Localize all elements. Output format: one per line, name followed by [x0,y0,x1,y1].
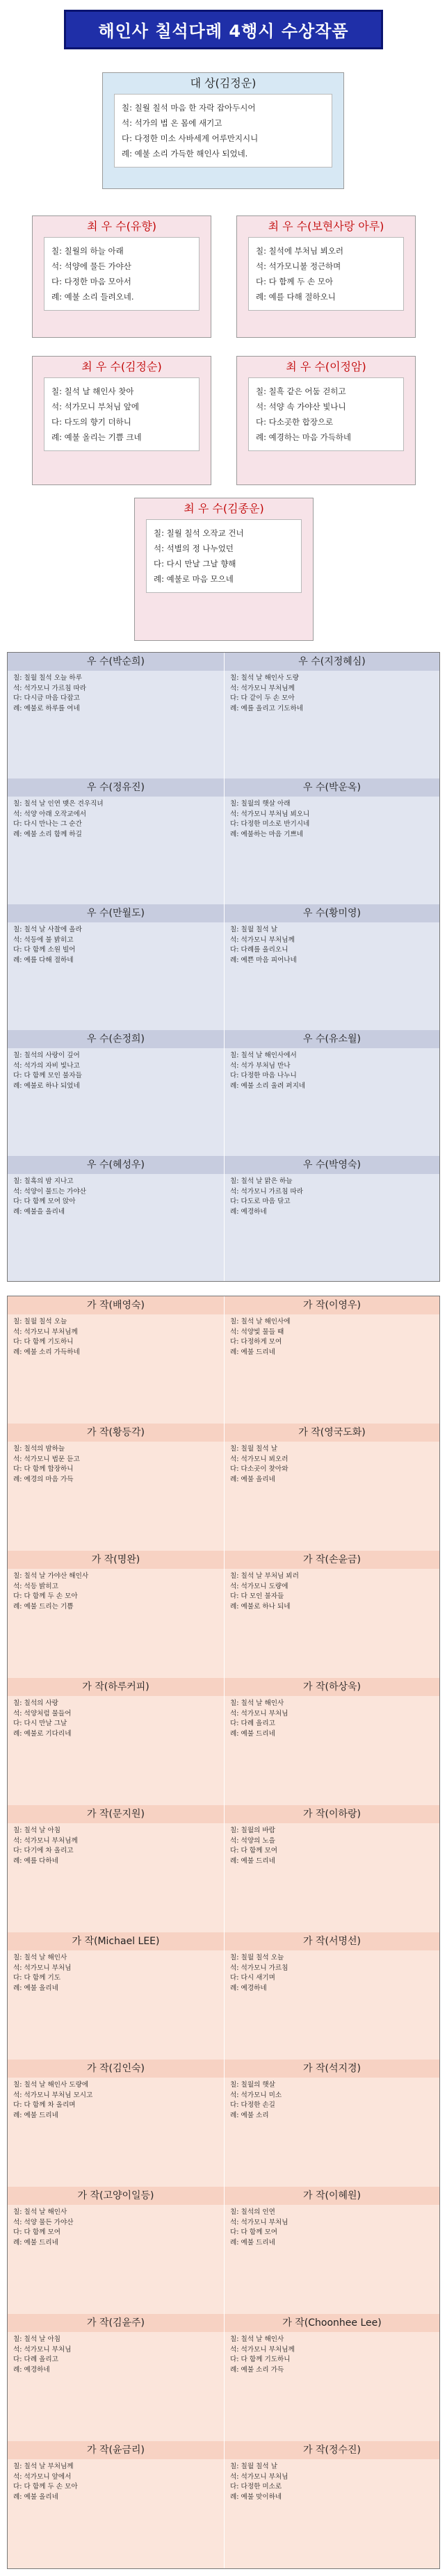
poem-line: 칠: 칠석 날 해인사 도량 [230,674,299,682]
poem-line: 칠: 칠월 칠석 오늘 [13,1318,67,1326]
honorable-mention-poem [8,2205,224,2314]
merit-award-entry [225,653,439,778]
merit-award-entry [8,904,224,1030]
poem-line: 석: 석가모니 법문 듣고 [13,1455,80,1463]
merit-award-heading: 우 수(만월도) [8,904,224,922]
honorable-mention-entry [8,1678,224,1805]
poem-line: 다: 다 함께 모여 앉아 [13,1198,76,1205]
poem-line: 다: 다 함께 두 손 모아 [13,1592,78,1600]
poem-line: 석: 석가모니 부처님 [13,1964,72,1972]
poem-line: 다: 다시 만나는 그 순간 [13,820,82,828]
honorable-mention-entry [225,1551,439,1678]
honorable-mention-entry [225,2060,439,2187]
honorable-mention-heading: 가 작(김인숙) [8,2060,224,2078]
poem-line: 칠: 칠석 날 부처님께 [13,2463,74,2470]
poem-line: 석: 석가모니 부처님 앞에 [51,402,139,411]
honorable-mention-heading: 가 작(정수진) [225,2441,439,2459]
honorable-mention-entry [8,2187,224,2314]
poem-line: 칠: 칠석 날 아침 [13,2335,60,2343]
honorable-mention-heading: 가 작(이혜원) [225,2187,439,2205]
poem-line: 칠: 칠석 날 인연 맺은 견우직녀 [13,800,104,808]
honorable-mention-heading: 가 작(윤금리) [8,2441,224,2459]
poem-line: 석: 석양처럼 물들어 [13,1709,72,1718]
poem-line: 례: 예경의 마음 가득 [13,1475,74,1483]
honorable-mention-entry [8,2441,224,2568]
honorable-mention-entry [225,2314,439,2441]
honorable-mention-poem [8,2459,224,2568]
honorable-mention-entry [8,1424,224,1551]
excellence-award-heading: 최 우 수(유향) [87,220,156,233]
honorable-mention-poem [225,1569,439,1678]
poem-line: 석: 석별의 정 나누었던 [154,544,234,553]
poem-line: 석: 석가모니 앞에서 [13,2472,72,2481]
poem-line: 칠: 칠흑 같은 어둠 걷히고 [256,386,346,396]
merit-award-poem [225,922,439,1030]
excellence-award-1 [32,215,211,338]
poem-line: 석: 석가모니 부처님께 [13,1836,78,1845]
merit-award-heading: 우 수(혜성우) [8,1156,224,1174]
honorable-mention-heading: 가 작(서명선) [225,1932,439,1950]
grand-award-poem [114,94,332,168]
poem-line: 칠: 칠석 날 부처님 뵈러 [230,1572,299,1580]
honorable-mention-poem [8,1569,224,1678]
page-title-area [0,0,447,58]
poem-line: 석: 석가모니 부처님께 [230,936,295,944]
merit-award-heading: 우 수(손정희) [8,1030,224,1048]
poem-line: 다: 다소곳이 찾아와 [230,1465,288,1473]
poem-line: 례: 예불 드리네 [13,2238,58,2247]
honorable-mention-poem [225,2459,439,2568]
poem-line: 석: 석가모니 부처님 [13,2345,72,2354]
poem-line: 석: 석양빛 물들 때 [230,1328,284,1336]
excellence-award-3 [32,356,211,485]
excellence-award-poem [248,377,404,451]
poem-line: 다: 다정한 미소로 [230,2483,282,2491]
poem-line: 석: 석가모니 부처님 모시고 [13,2091,93,2099]
poem-line: 칠: 칠석에 부처님 뵈오러 [256,246,343,256]
merit-award-poem [225,1048,439,1156]
honorable-mention-heading: 가 작(고양이일등) [8,2187,224,2205]
poem-line: 칠: 칠석 날 해인사에서 [230,1052,297,1059]
excellence-award-heading: 최 우 수(이정암) [286,360,366,373]
honorable-mention-heading: 가 작(하상욱) [225,1678,439,1696]
poem-line: 다: 다 함께 모여 [230,2228,277,2236]
poem-line: 칠: 칠석 날 해인사 찾아 [51,386,134,396]
excellence-award-4 [236,356,416,485]
poem-line: 다: 다시 만날 그날 향해 [154,559,236,569]
poem-line: 례: 예불 소리 가득 [230,2365,284,2374]
poem-line: 칠: 칠월 칠석 오작교 건너 [154,528,244,538]
poem-line: 다: 다례를 올리오니 [230,946,288,954]
poem-line: 다: 다소곳한 합장으로 [256,417,334,427]
poem-line: 다: 다정한 미소 사바세계 어루만지시니 [122,133,259,143]
poem-line: 석: 석가모니 부처님께 [230,2345,295,2354]
honorable-mention-entry [8,2314,224,2441]
poem-line: 석: 석가모니 도량에 [230,1582,288,1590]
poem-line: 석: 석가모니 뵈오러 [230,1455,288,1463]
poem-line: 칠: 칠석 날 맑은 하늘 [230,1177,293,1185]
honorable-mention-poem [8,2078,224,2187]
poem-line: 석: 석가모니 부처님께 [13,1328,78,1336]
poem-line: 칠: 칠석 날 가야산 해인사 [13,1572,89,1580]
honorable-mention-entry [225,2441,439,2568]
honorable-mention-heading: 가 작(Michael LEE) [8,1932,224,1950]
poem-line: 례: 예불을 올리네 [13,1207,65,1216]
poem-line: 칠: 칠석의 사랑이 깊어 [13,1052,80,1059]
poem-line: 례: 예불로 마음 모으네 [154,574,234,584]
poem-line: 석: 석가모니 가르침 따라 [230,1187,304,1196]
excellence-award-heading: 최 우 수(김종운) [184,502,264,515]
honorable-mention-poem [225,1314,439,1424]
poem-line: 례: 예경하네 [13,2365,50,2374]
merit-award-heading: 우 수(황미영) [225,904,439,922]
poem-line: 석: 석가 부처님 만나 [230,1061,291,1070]
poem-line: 석: 석양 물든 가야산 [13,2218,74,2226]
poem-line: 례: 예불 소리 함께 하길 [13,830,82,838]
honorable-mention-heading: 가 작(명완) [8,1551,224,1569]
poem-line: 석: 석가의 법 온 몸에 새기고 [122,118,222,128]
honorable-mention-entry [225,1678,439,1805]
honorable-mention-poem [225,1442,439,1551]
merit-award-poem [8,671,224,778]
honorable-mention-heading: 가 작(손윤금) [225,1551,439,1569]
poem-line: 다: 다정한 마음 나누니 [230,1072,297,1079]
poem-line: 다: 다 함께 기도하니 [230,2356,291,2363]
excellence-award-poem [44,377,200,451]
poem-line: 다: 다 함께 소원 빌어 [13,946,76,954]
poem-line: 례: 예불로 하루를 여네 [13,704,80,712]
poem-line: 례: 예불로 기다리네 [13,1729,72,1738]
poem-line: 례: 예불 드리네 [13,2111,58,2119]
poem-line: 례: 예불 소리 가득하네 [13,1348,80,1356]
merit-award-heading: 우 수(박순희) [8,653,224,671]
merit-award-heading: 우 수(지정혜심) [225,653,439,671]
merit-award-entry [8,653,224,778]
poem-line: 칠: 칠월 칠석 날 [230,926,277,934]
poem-line: 석: 석양 속 가야산 빛나니 [256,402,346,411]
poem-line: 다: 다정한 미소로 반기시네 [230,820,310,828]
honorable-mention-heading: 가 작(영국도화) [225,1424,439,1442]
poem-line: 례: 예불 올리네 [13,1984,58,1992]
poem-line: 칠: 칠석 날 해인사 [13,1954,67,1962]
poem-line: 칠: 칠석의 밤하늘 [13,1445,65,1453]
poem-line: 다: 다 함께 모여 [230,1847,277,1854]
poem-line: 칠: 칠석 날 아침 [13,1827,60,1834]
poem-line: 석: 석가모니 부처님 [230,2472,288,2481]
poem-line: 칠: 칠월 칠석 날 [230,2463,277,2470]
honorable-mention-entry [225,1932,439,2060]
honorable-mention-heading: 가 작(김윤주) [8,2314,224,2332]
merit-award-poem [225,797,439,904]
honorable-mention-entry [8,2060,224,2187]
poem-line: 다: 다 함께 합장하니 [13,1465,74,1473]
poem-line: 칠: 칠월의 바람 [230,1827,275,1834]
poem-line: 례: 예불 드리네 [230,1348,275,1356]
honorable-mention-poem [8,1950,224,2060]
poem-line: 다: 다 함께 두 손 모아 [13,2483,78,2491]
poem-line: 례: 예경하네 [230,1984,267,1992]
honorable-mention-heading: 가 작(석지경) [225,2060,439,2078]
poem-line: 다: 다 모인 불자들 [230,1592,284,1600]
poem-line: 례: 예를 올리고 기도하네 [230,704,304,712]
poem-line: 석: 석가모니불 정근하며 [256,261,341,271]
merit-award-poem [225,671,439,778]
poem-line: 다: 다 함께 차 올리며 [13,2101,76,2109]
poem-line: 다: 다 함께 모인 불자들 [13,1072,82,1079]
honorable-mention-heading: 가 작(문지원) [8,1805,224,1823]
poem-line: 석: 석가모니 가르침 [230,1964,288,1972]
poem-line: 석: 석가모니 부처님 [230,1709,288,1718]
poem-line: 다: 다례 올리고 [13,2356,58,2363]
merit-award-poem [8,1174,224,1281]
merit-award-entry [225,1156,439,1281]
honorable-mention-section [7,1296,440,2569]
poem-line: 칠: 칠흑의 밤 지나고 [13,1177,74,1185]
honorable-mention-poem [225,2205,439,2314]
honorable-mention-poem [8,2332,224,2441]
poem-line: 례: 예불 드리네 [230,2238,275,2247]
grand-award [102,72,344,189]
poem-line: 칠: 칠석 날 해인사 도량에 [13,2081,89,2089]
honorable-mention-heading: 가 작(이하랑) [225,1805,439,1823]
merit-award-entry [8,778,224,904]
honorable-mention-heading: 가 작(이영우) [225,1296,439,1314]
honorable-mention-entry [8,1296,224,1424]
excellence-award-heading: 최 우 수(김정순) [81,360,162,373]
poem-line: 석: 석등에 불 밝히고 [13,936,74,944]
poem-line: 례: 예불 드리네 [230,1729,275,1738]
honorable-mention-poem [225,1823,439,1932]
honorable-mention-heading: 가 작(Choonhee Lee) [225,2314,439,2332]
poem-line: 다: 다 함께 기도하니 [13,1338,74,1346]
poem-line: 칠: 칠월의 하늘 아래 [51,246,124,256]
poem-line: 다: 다정하게 모여 [230,1338,282,1346]
merit-award-section [7,652,440,1282]
merit-award-entry [8,1030,224,1156]
poem-line: 석: 석양에 물든 가야산 [51,261,131,271]
poem-line: 칠: 칠석의 인연 [230,2208,275,2216]
merit-award-poem [8,797,224,904]
poem-line: 석: 석가모니 가르침 따라 [13,684,87,692]
excellence-award-5 [134,498,314,641]
poem-line: 례: 예불 소리 울려 퍼지네 [230,1082,306,1090]
honorable-mention-poem [225,2332,439,2441]
poem-line: 석: 석가모니 부처님 [230,2218,288,2226]
honorable-mention-entry [225,1296,439,1424]
honorable-mention-heading: 가 작(황등각) [8,1424,224,1442]
poem-line: 칠: 칠석 날 해인사 [230,2335,284,2343]
poem-line: 례: 예불로 하나 되었네 [13,1082,80,1090]
poem-line: 칠: 칠월 칠석 날 [230,1445,277,1453]
poem-line: 칠: 칠석의 사랑 [13,1699,58,1707]
poem-line: 례: 예불 올리네 [230,1475,275,1483]
poem-line: 례: 예불로 하나 되네 [230,1602,291,1611]
poem-line: 례: 예를 다해 절하네 [13,956,74,964]
poem-line: 칠: 칠월의 햇살 아래 [230,800,291,808]
poem-line: 례: 예불 맞이하네 [230,2493,282,2501]
poem-line: 석: 석가의 자비 빛나고 [13,1061,80,1070]
poem-line: 례: 예불 올리는 기쁨 크네 [51,432,142,442]
poem-line: 다: 다도로 마음 닦고 [230,1198,291,1205]
merit-award-poem [225,1174,439,1281]
excellence-award-heading: 최 우 수(보현사랑 아루) [268,220,384,233]
merit-award-entry [225,904,439,1030]
honorable-mention-entry [225,1424,439,1551]
poem-line: 례: 예를 다해 절하오니 [256,292,336,302]
honorable-mention-poem [225,1696,439,1805]
poem-line: 칠: 칠석 날 해인사 [230,1699,284,1707]
honorable-mention-heading: 가 작(배영숙) [8,1296,224,1314]
poem-line: 다: 다 함께 모여 [13,2228,60,2236]
poem-line: 다: 다례 올리고 [230,1720,275,1727]
merit-award-entry [225,778,439,904]
poem-line: 석: 석가모니 미소 [230,2091,282,2099]
poem-line: 칠: 칠월 칠석 마음 한 자락 잡아두시어 [122,103,256,113]
merit-award-heading: 우 수(유소월) [225,1030,439,1048]
poem-line: 다: 다시금 마음 다잡고 [13,694,80,702]
poem-line: 례: 예경하는 마음 가득하네 [256,432,352,442]
poem-line: 례: 예불 소리 들려오네. [51,292,134,302]
honorable-mention-poem [225,1950,439,2060]
poem-line: 례: 예경하네 [230,1207,267,1216]
excellence-award-poem [44,237,200,311]
poem-line: 례: 예불 올리네 [13,2493,58,2501]
poem-line: 석: 석등 밝히고 [13,1582,58,1590]
excellence-award-2 [236,215,416,338]
excellence-award-poem [248,237,404,311]
poem-line: 례: 예쁜 마음 피어나네 [230,956,297,964]
honorable-mention-entry [8,1551,224,1678]
grand-award-heading: 대 상(김정운) [190,76,257,90]
poem-line: 칠: 칠석 날 사찰에 올라 [13,926,82,934]
merit-award-heading: 우 수(박운옥) [225,778,439,797]
merit-award-heading: 우 수(정유진) [8,778,224,797]
poem-line: 석: 석가모니 부처님 뵈오니 [230,810,310,818]
poem-line: 칠: 칠월 칠석 오늘 하루 [13,674,82,682]
honorable-mention-poem [8,1442,224,1551]
poem-line: 다: 다 함께 기도 [13,1974,60,1982]
poem-line: 칠: 칠월의 햇살 [230,2081,275,2089]
poem-line: 례: 예불 드리네 [230,1857,275,1865]
poem-line: 석: 석가모니 부처님께 [230,684,295,692]
excellence-award-poem [146,519,302,593]
honorable-mention-entry [8,1932,224,2060]
poem-line: 례: 예불 소리 [230,2111,269,2119]
poem-line: 석: 석양이 물드는 가야산 [13,1187,87,1196]
poem-line: 다: 다기에 차 올리고 [13,1847,74,1854]
poem-line: 다: 다정한 마음 모아서 [51,277,131,286]
honorable-mention-entry [8,1805,224,1932]
honorable-mention-entry [225,1805,439,1932]
poem-line: 칠: 칠월 칠석 오늘 [230,1954,284,1962]
poem-line: 례: 예를 다하네 [13,1857,58,1865]
merit-award-entry [225,1030,439,1156]
poem-line: 다: 다정한 손길 [230,2101,275,2109]
poem-line: 례: 예불 드리는 기쁨 [13,1602,74,1611]
honorable-mention-poem [8,1823,224,1932]
merit-award-heading: 우 수(박영숙) [225,1156,439,1174]
poem-line: 석: 석양 아래 오작교에서 [13,810,87,818]
poem-line: 다: 다시 새기며 [230,1974,275,1982]
poem-line: 칠: 칠석 날 해인사 [13,2208,67,2216]
honorable-mention-heading: 가 작(하루커피) [8,1678,224,1696]
merit-award-entry [8,1156,224,1281]
poem-line: 다: 다시 만날 그날 [13,1720,67,1727]
merit-award-poem [8,922,224,1030]
poem-line: 다: 다도의 향기 더하니 [51,417,131,427]
poem-line: 다: 다 함께 두 손 모아 [256,277,334,286]
poem-line: 례: 예불하는 마음 기쁘네 [230,830,304,838]
honorable-mention-poem [225,2078,439,2187]
merit-award-poem [8,1048,224,1156]
honorable-mention-entry [225,2187,439,2314]
honorable-mention-poem [8,1314,224,1424]
page-title: 해인사 칠석다례 4행시 수상작품 [64,10,382,49]
honorable-mention-poem [8,1696,224,1805]
poem-line: 례: 예불 소리 가득한 해인사 되었네. [122,149,248,158]
poem-line: 칠: 칠석 날 해인사에 [230,1318,291,1326]
poem-line: 다: 다 같이 두 손 모아 [230,694,295,702]
poem-line: 석: 석양의 노을 [230,1836,275,1845]
